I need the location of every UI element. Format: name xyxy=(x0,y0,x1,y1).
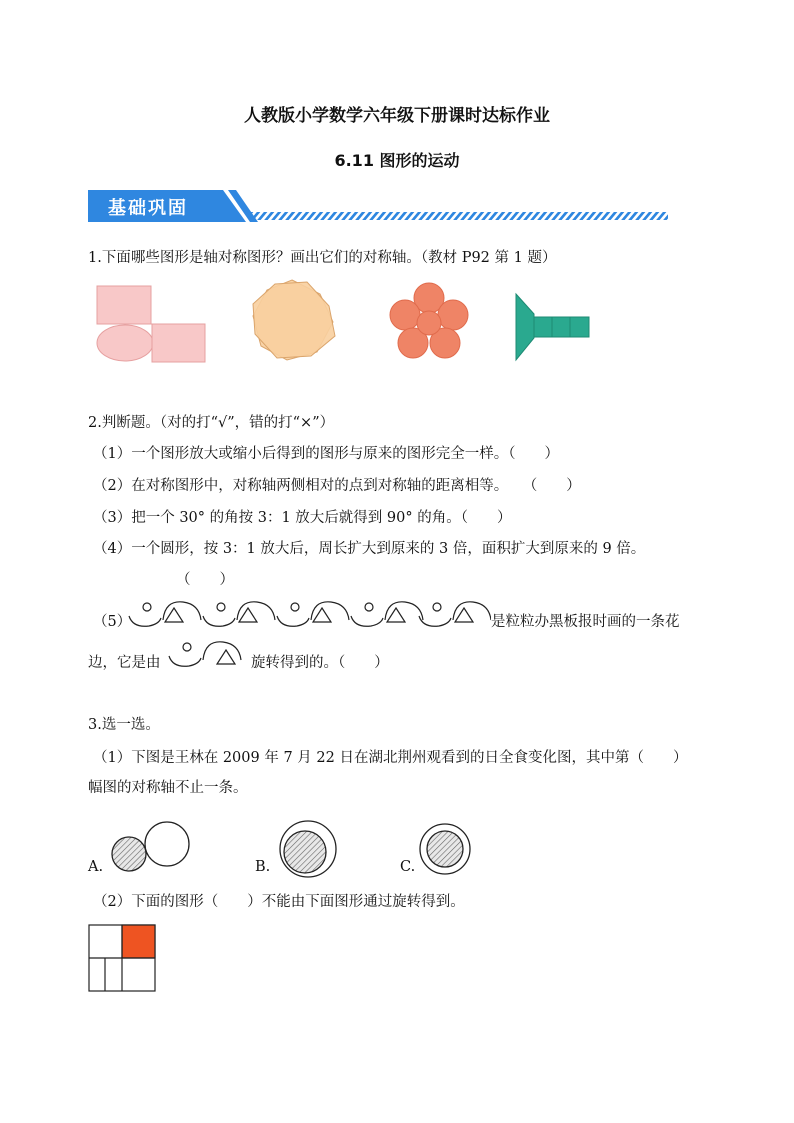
page-subtitle: 6.11 图形的运动 xyxy=(334,151,460,170)
option-c: C. xyxy=(400,859,416,875)
question-2-item-5-prefix: （5） xyxy=(93,614,132,630)
figure-star-polygon xyxy=(245,276,340,364)
question-1: 1.下面哪些图形是轴对称图形？画出它们的对称轴。（教材 P92 第 1 题） xyxy=(88,250,557,266)
section-label: 基础巩固 xyxy=(108,198,188,219)
option-a: A. xyxy=(88,859,104,875)
page-title: 人教版小学数学六年级下册课时达标作业 xyxy=(244,106,550,126)
question-2: 2.判断题。（对的打“√”，错的打“×”） xyxy=(88,415,335,431)
question-2-item-4: （4）一个圆形，按 3：1 放大后，周长扩大到原来的 3 倍，面积扩大到原来的 9 倍。 xyxy=(93,541,646,557)
figure-rect-ellipse xyxy=(95,284,210,364)
figure-trapezoid-arrow xyxy=(512,292,594,362)
eclipse-figures xyxy=(85,815,485,885)
section-banner xyxy=(88,188,673,224)
question-2-item-1: （1）一个图形放大或缩小后得到的图形与原来的图形完全一样。（ ） xyxy=(93,446,559,462)
question-2-item-2: （2）在对称图形中，对称轴两侧相对的点到对称轴的距离相等。 （ ） xyxy=(93,478,581,494)
figure-circle-flower xyxy=(385,280,475,365)
question-2-item-4-blank: （ ） xyxy=(176,572,234,588)
option-b: B. xyxy=(255,859,271,875)
question-2-item-3: （3）把一个 30° 的角按 3：1 放大后就得到 90° 的角。（ ） xyxy=(93,510,512,526)
question-2-item-5-text-b-prefix: 边，它是由 xyxy=(88,655,161,671)
question-3-sub-1-line-2: 幅图的对称轴不止一条。 xyxy=(88,780,248,796)
grid-figure xyxy=(88,924,158,994)
question-3: 3.选一选。 xyxy=(88,717,160,733)
border-pattern-figure xyxy=(125,598,491,632)
question-2-item-5-text-b-suffix: 旋转得到的。（ ） xyxy=(251,655,389,671)
border-unit-figure xyxy=(165,638,251,672)
question-3-sub-1-line-1: （1）下图是王林在 2009 年 7 月 22 日在湖北荆州观看到的日全食变化图，其中第（ ） xyxy=(93,750,688,766)
question-3-sub-2: （2）下面的图形（ ）不能由下面图形通过旋转得到。 xyxy=(93,894,465,910)
question-2-item-5-text-a: 是粒粒办黑板报时画的一条花 xyxy=(491,614,680,630)
